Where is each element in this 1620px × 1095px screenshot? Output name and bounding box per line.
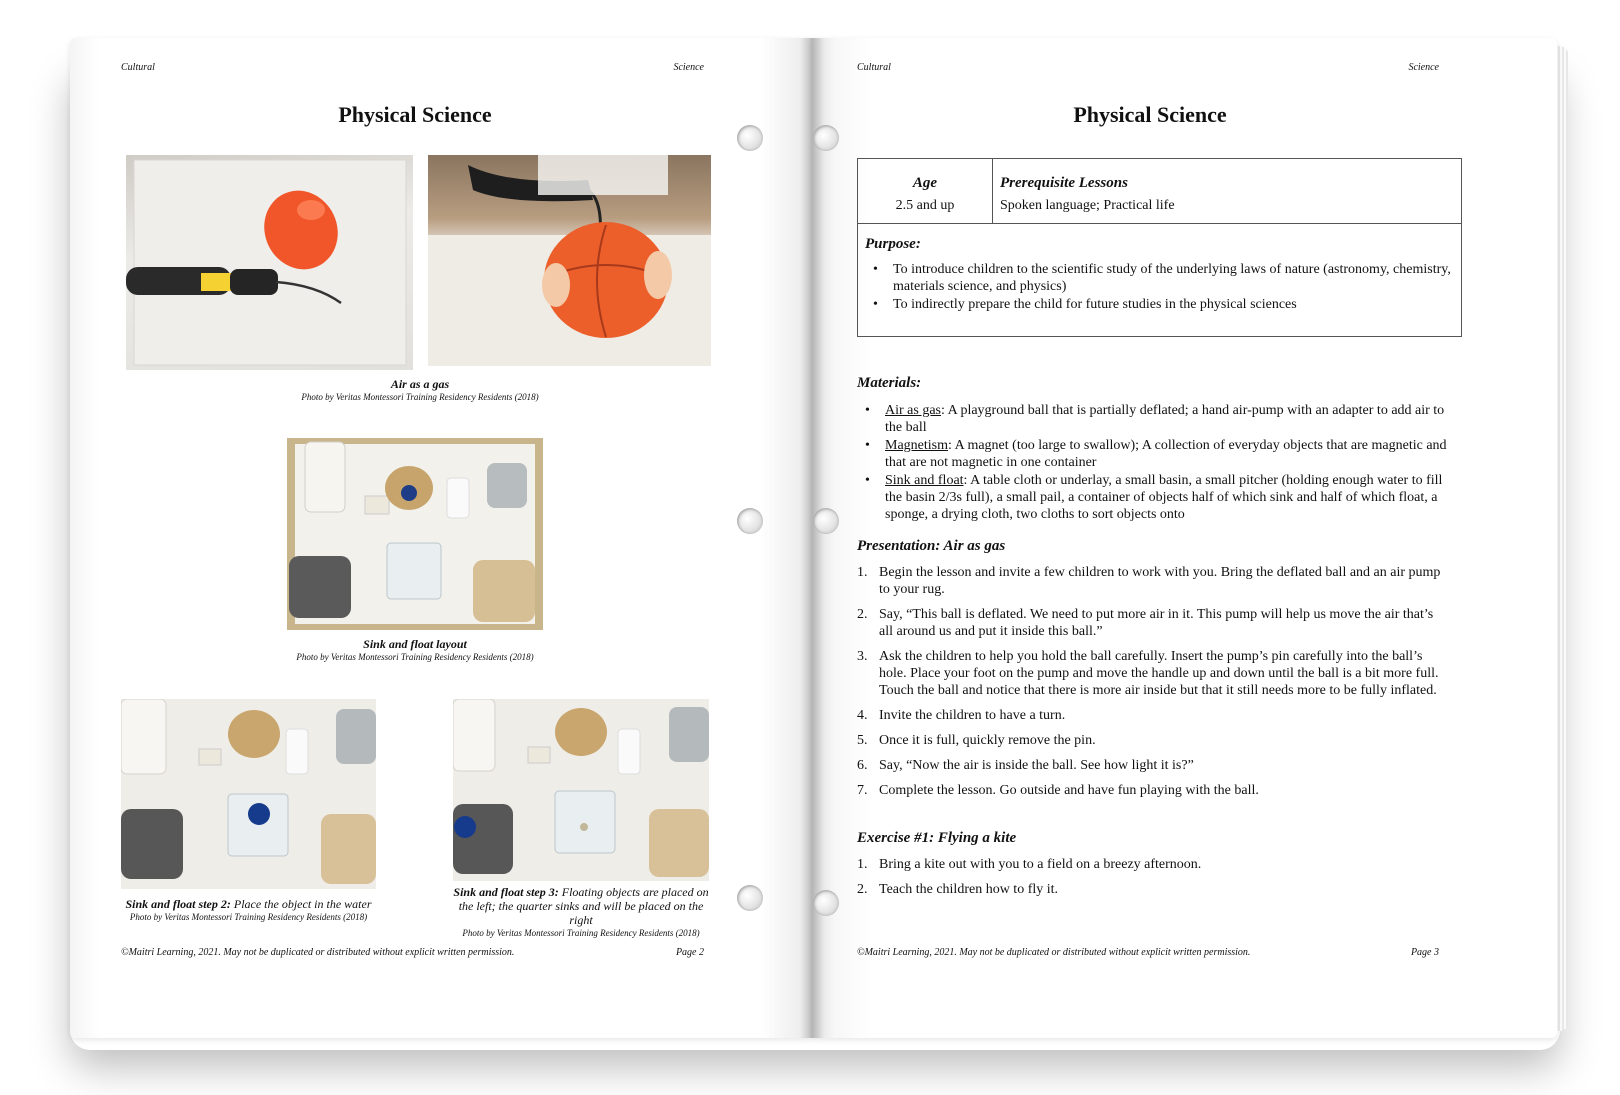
materials-desc: : A magnet (too large to swallow); A collection of everyday objects that are magnetic and that are not magnetic in one container (885, 438, 1447, 470)
caption-air-gas (250, 377, 590, 404)
presentation-step-text: Say, “This ball is deflated. We need to put more air in it. This pump will help us move the air that’s all around us and put it inside this ball.” (879, 607, 1434, 639)
caption-air-gas-credit: Photo by Veritas Montessori Training Residency Residents (2018) (301, 392, 539, 402)
prereq-label: Prerequisite Lessons (1000, 175, 1128, 191)
binder-hole-right-middle (813, 508, 839, 534)
presentation-section (857, 564, 1447, 807)
purpose-cell (858, 224, 1462, 337)
presentation-step-text: Begin the lesson and invite a few children to work with you. Bring the deflated ball and an air pump to your rug. (879, 565, 1441, 597)
left-footer-copyright: ©Maitri Learning, 2021. May not be duplicated or distributed without explicit written permission. (121, 947, 515, 958)
binder-hole-left-bottom (737, 885, 763, 911)
photo-child-inflating-ball (428, 155, 711, 366)
presentation-step: 3. Ask the children to help you hold the ball carefully. Insert the pump’s pin carefully into the ball’s hole. Place your foot on the pump and move the handle up and down until the ball is a bit more full. Touch the ball and notice that there is more air inside but that it still needs more to be fully inflated. (857, 649, 1439, 698)
exercise-step: 1. Bring a kite out with you to a field on a breezy afternoon. (857, 857, 1202, 872)
materials-item (885, 437, 1447, 471)
presentation-step: 2. Say, “This ball is deflated. We need to put more air in it. This pump will help us move the air that’s all around us and put it inside this ball.” (857, 607, 1434, 639)
binder-hole-right-top (813, 125, 839, 151)
binder-hole-right-bottom (813, 890, 839, 916)
left-page-title: Physical Science (338, 102, 492, 127)
right-footer-page-number: Page 3 (1410, 947, 1439, 958)
age-value: 2.5 and up (895, 198, 955, 213)
presentation-step: 1. Begin the lesson and invite a few children to work with you. Bring the deflated ball and an air pump to your rug. (857, 565, 1441, 597)
caption-step3-credit: Photo by Veritas Montessori Training Residency Residents (2018) (462, 928, 700, 938)
presentation-step: 7. Complete the lesson. Go outside and have fun playing with the ball. (857, 783, 1259, 798)
caption-step3-title: Sink and float step 3: (453, 885, 559, 899)
presentation-step-text: Say, “Now the air is inside the ball. See how light it is?” (879, 758, 1194, 773)
right-footer-copyright: ©Maitri Learning, 2021. May not be duplicated or distributed without explicit written permission. (857, 947, 1251, 958)
purpose-item: • To introduce children to the scientific study of the underlying laws of nature (astronomy, chemistry, materials science, and physics) (893, 261, 1454, 295)
binder-hole-left-middle (737, 508, 763, 534)
presentation-step-text: Invite the children to have a turn. (879, 708, 1066, 723)
caption-step2-text: Place the object in the water (230, 897, 372, 911)
materials-term: Sink and float (885, 473, 964, 488)
photo-sink-float-step3 (453, 699, 709, 881)
caption-step3 (453, 885, 709, 940)
purpose-label: Purpose: (865, 236, 921, 252)
lesson-info-table (857, 158, 1462, 337)
materials-section (857, 402, 1447, 524)
left-header-right: Science (673, 62, 704, 73)
presentation-step: 4. Invite the children to have a turn. (857, 708, 1066, 723)
photo-sink-float-layout (287, 438, 543, 630)
materials-item (885, 402, 1447, 436)
prereq-cell (993, 159, 1462, 224)
caption-step2-credit: Photo by Veritas Montessori Training Residency Residents (2018) (129, 912, 368, 922)
prereq-value: Spoken language; Practical life (1000, 198, 1175, 213)
age-label: Age (912, 175, 938, 191)
caption-step2 (121, 897, 376, 924)
exercise-heading: Exercise #1: Flying a kite (857, 830, 1017, 846)
right-header-right: Science (1408, 62, 1439, 73)
caption-step2-title: Sink and float step 2: (125, 897, 231, 911)
left-footer-page-number: Page 2 (675, 947, 704, 958)
presentation-step-text: Once it is full, quickly remove the pin. (879, 733, 1096, 748)
caption-layout-title: Sink and float layout (363, 637, 467, 651)
photo-deflated-ball (126, 155, 413, 370)
materials-term: Magnetism (885, 438, 948, 453)
exercise-section (857, 856, 1447, 906)
caption-layout (250, 637, 580, 664)
age-cell (858, 159, 993, 224)
caption-air-gas-title: Air as a gas (390, 377, 450, 391)
presentation-step: 6. Say, “Now the air is inside the ball. See how light it is?” (857, 758, 1194, 773)
right-header-left: Cultural (857, 62, 891, 73)
presentation-steps (857, 564, 1447, 799)
exercise-steps (857, 856, 1447, 898)
binder-hole-left-top (737, 125, 763, 151)
exercise-step-text: Bring a kite out with you to a field on a breezy afternoon. (879, 857, 1202, 872)
materials-heading: Materials: (857, 375, 922, 391)
book-gutter (800, 38, 824, 1038)
purpose-list (865, 261, 1454, 313)
caption-layout-credit: Photo by Veritas Montessori Training Residency Residents (2018) (296, 652, 534, 662)
materials-item (885, 472, 1447, 523)
materials-desc: : A table cloth or underlay, a small basin, a small pitcher (holding enough water to fill the basin 2/3s full), a small pail, a container of objects half of which sink and half of which float, a sponge, a drying cloth, two cloths to sort objects onto (885, 473, 1443, 522)
photo-sink-float-step2 (121, 699, 376, 889)
caption-step3-text: Floating objects are placed on the left; the quarter sinks and will be placed on the right (458, 885, 709, 927)
presentation-step-text: Ask the children to help you hold the ball carefully. Insert the pump’s pin carefully into the ball’s hole. Place your foot on the pump and move the handle up and down until the ball is a bit more full. Touch the ball and notice that there is more air inside but that it still needs more to be fully inflated. (879, 649, 1439, 698)
materials-term: Air as gas (885, 403, 941, 418)
right-page-title: Physical Science (1073, 102, 1227, 127)
materials-desc: : A playground ball that is partially deflated; a hand air-pump with an adapter to add air to the ball (885, 403, 1445, 435)
presentation-step-text: Complete the lesson. Go outside and have fun playing with the ball. (879, 783, 1259, 798)
exercise-step: 2. Teach the children how to fly it. (857, 882, 1059, 897)
purpose-item: • To indirectly prepare the child for future studies in the physical sciences (893, 296, 1454, 313)
left-header-left: Cultural (121, 62, 155, 73)
presentation-heading: Presentation: Air as gas (857, 538, 1006, 554)
materials-list (857, 402, 1447, 523)
presentation-step: 5. Once it is full, quickly remove the pin. (857, 733, 1096, 748)
exercise-step-text: Teach the children how to fly it. (879, 882, 1059, 897)
